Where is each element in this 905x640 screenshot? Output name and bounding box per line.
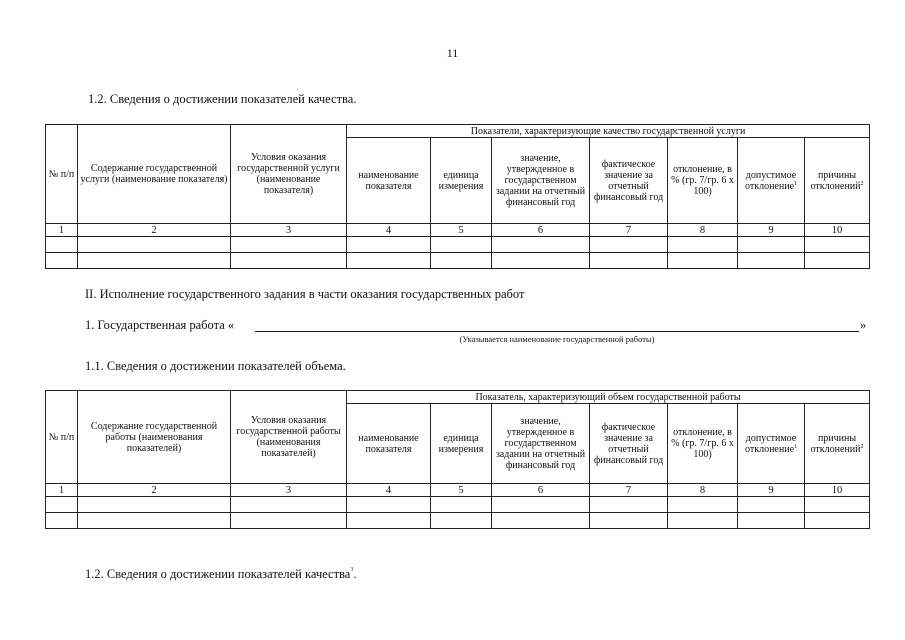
col-actual-header: фактическое значение за отчетный финансовый год (590, 404, 668, 484)
footnote-1: 1 (794, 443, 798, 450)
column-number: 4 (347, 224, 431, 237)
column-number: 10 (805, 484, 870, 497)
volume-section-heading: 1.1. Сведения о достижении показателей объема. (85, 359, 346, 373)
col-approved-header: значение, утвержденное в государственном задании на отчетный финансовый год (492, 404, 590, 484)
col-reasons-header: причины отклонений$^2$ (805, 138, 870, 224)
column-number: 6 (492, 224, 590, 237)
col-unit-header: единица измерения (431, 138, 492, 224)
column-number: 7 (590, 484, 668, 497)
work-name-hint: (Указывается наименование государственной работы) (459, 334, 655, 344)
work-volume-table (45, 390, 870, 529)
col-allowed-header: допустимое отклонение$^1$ (738, 138, 805, 224)
column-number: 5 (431, 224, 492, 237)
page-number: 11 (446, 46, 459, 60)
column-number: 4 (347, 484, 431, 497)
column-number: 9 (738, 484, 805, 497)
indicators-group-header: Показатель, характеризующий объем государственной работы (347, 391, 870, 404)
works-section-heading: II. Исполнение государственного задания в части оказания государственных работ (85, 287, 525, 301)
col-deviation-header: отклонение, в % (гр. 7/гр. 6 х 100) (668, 404, 738, 484)
column-number: 1 (46, 224, 78, 237)
footnote-1: 1 (794, 180, 798, 187)
table-row (46, 497, 870, 513)
work-name-suffix: » (860, 318, 867, 332)
col-unit-header: единица измерения (431, 404, 492, 484)
service-quality-table (45, 124, 870, 269)
col-content-header: Содержание государственной работы (наименования показателей) (78, 391, 231, 484)
work-name-line[interactable] (255, 319, 859, 332)
col-no-header: № п/п (46, 391, 78, 484)
column-number: 3 (231, 484, 347, 497)
col-conditions-header: Условия оказания государственной услуги (наименование показателя) (231, 125, 347, 224)
col-name-header: наименование показателя (347, 404, 431, 484)
table-row (46, 237, 870, 253)
col-approved-header: значение, утвержденное в государственном задании на отчетный финансовый год (492, 138, 590, 224)
col-name-header: наименование показателя (347, 138, 431, 224)
column-number: 8 (668, 224, 738, 237)
footnote-2: 2 (860, 443, 864, 450)
work-quality-heading: 1.2. Сведения о достижении показателей качества$^3$. (85, 567, 357, 581)
col-allowed-header: допустимое отклонение$^1$ (738, 404, 805, 484)
indicators-group-header: Показатели, характеризующие качество государственной услуги (347, 125, 870, 138)
col-actual-header: фактическое значение за отчетный финансовый год (590, 138, 668, 224)
col-deviation-header: отклонение, в % (гр. 7/гр. 6 х 100) (668, 138, 738, 224)
col-conditions-header: Условия оказания государственной работы (наименования показателей) (231, 391, 347, 484)
footnote-2: 2 (860, 180, 864, 187)
column-number: 7 (590, 224, 668, 237)
col-content-header: Содержание государственной услуги (наименование показателя) (78, 125, 231, 224)
column-number: 2 (78, 224, 231, 237)
quality-section-heading: 1.2. Сведения о достижении показателей качества. (88, 92, 357, 106)
column-number: 8 (668, 484, 738, 497)
column-number: 10 (805, 224, 870, 237)
column-number: 9 (738, 224, 805, 237)
table-row (46, 253, 870, 269)
work-name-prefix: 1. Государственная работа « (85, 318, 235, 332)
column-number: 3 (231, 224, 347, 237)
col-no-header: № п/п (46, 125, 78, 224)
column-number: 1 (46, 484, 78, 497)
column-number: 5 (431, 484, 492, 497)
col-reasons-header: причины отклонений$^2$ (805, 404, 870, 484)
table-row (46, 513, 870, 529)
column-number: 6 (492, 484, 590, 497)
footnote-3: 3 (350, 567, 354, 573)
column-number: 2 (78, 484, 231, 497)
